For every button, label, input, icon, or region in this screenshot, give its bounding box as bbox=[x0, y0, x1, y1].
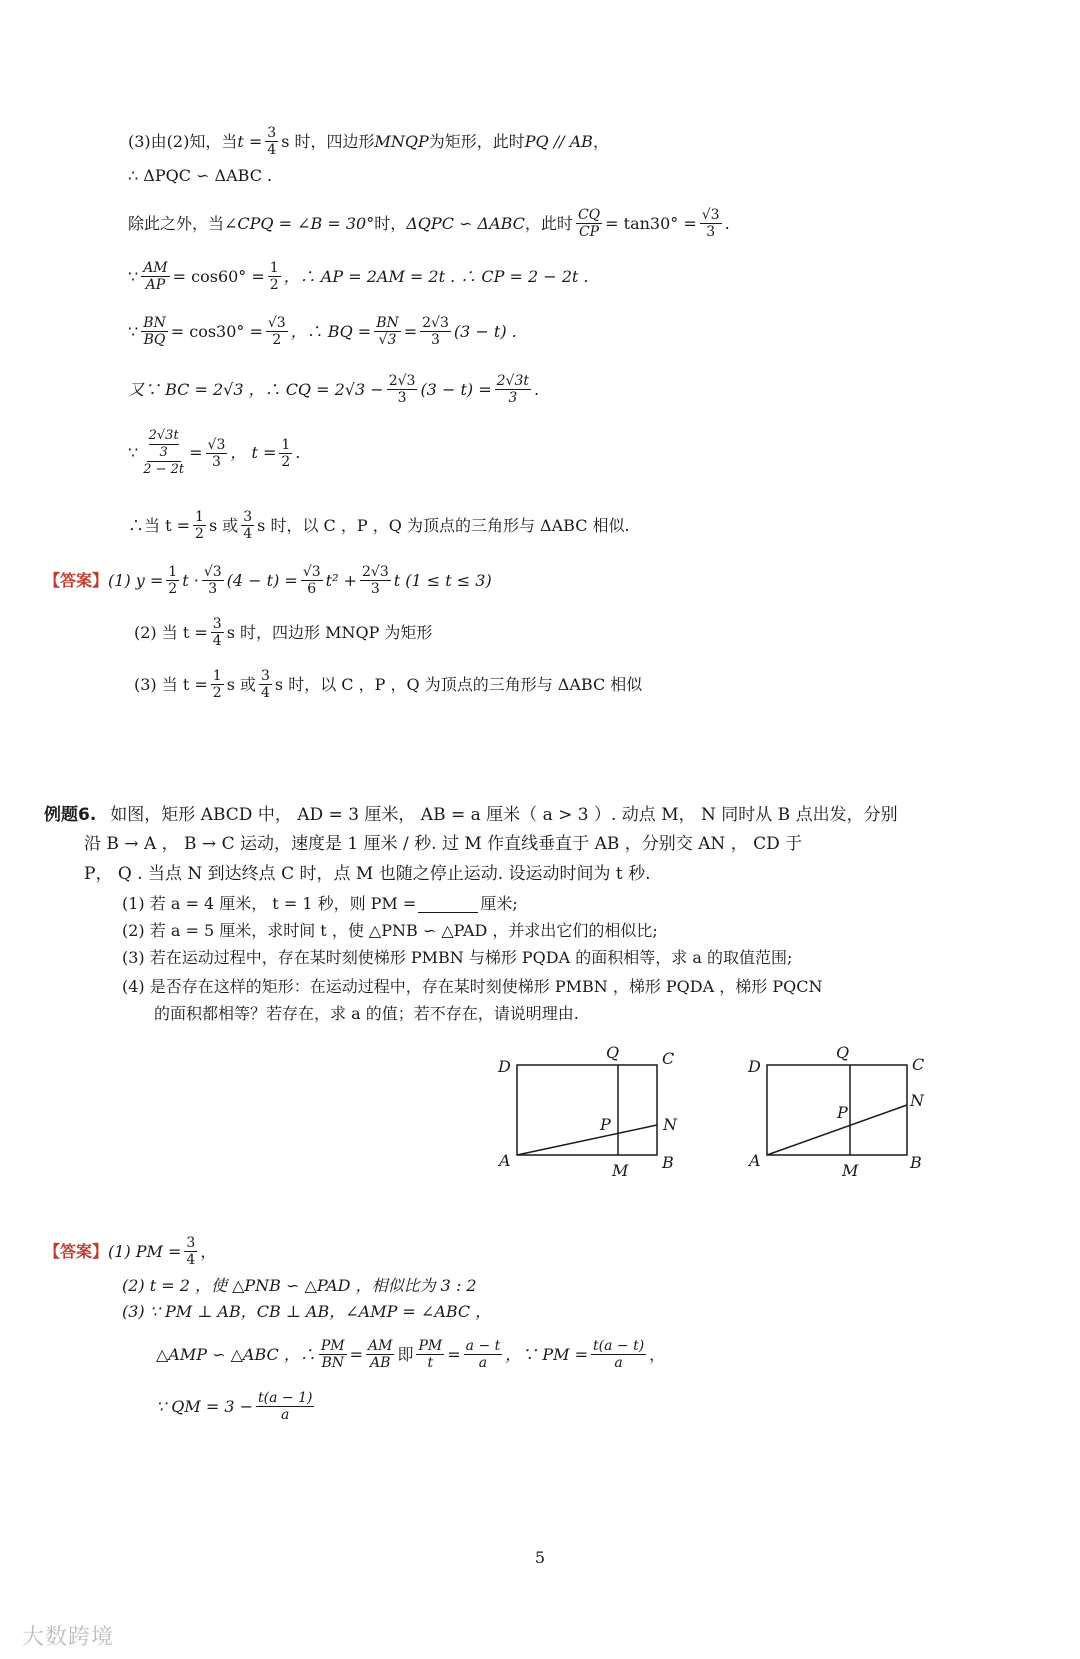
label-D: D bbox=[498, 1057, 511, 1076]
text: 时， bbox=[374, 213, 407, 233]
text: 即 bbox=[397, 1344, 414, 1364]
fraction: $\frac{BN}{√3}$ bbox=[376, 315, 399, 348]
page-number: 5 bbox=[534, 1548, 546, 1567]
math: ΔQPC ∽ ΔABC bbox=[406, 213, 525, 233]
label-M: M bbox=[842, 1161, 859, 1180]
answer-tag: 【答案】 bbox=[44, 1241, 109, 1261]
answer-1-line-1 bbox=[44, 564, 492, 597]
figure-left bbox=[490, 1040, 710, 1180]
math: 又∵ BC = 2√3 ，∴ CQ = 2√3 − bbox=[128, 379, 384, 399]
text: . bbox=[295, 443, 301, 462]
math: ∵ QM = 3 − bbox=[156, 1396, 254, 1416]
answer-1-line-3 bbox=[134, 668, 642, 701]
math: (4 − t) = bbox=[226, 570, 298, 590]
text: ∴ ΔPQC ∽ ΔABC . bbox=[128, 166, 273, 185]
text: (2) 当 t = bbox=[134, 622, 208, 642]
text: ， bbox=[200, 1241, 217, 1261]
fraction: $\frac{√3}{2}$ bbox=[267, 315, 286, 348]
text: P， Q . 当点 N 到达终点 C 时，点 M 也随之停止运动. 设运动时间为 t 秒. bbox=[84, 864, 651, 884]
text: 为矩形，此时 bbox=[428, 131, 525, 151]
example-6-line-1 bbox=[44, 804, 898, 826]
answer-2-line-1 bbox=[44, 1235, 216, 1268]
question-1 bbox=[122, 893, 518, 915]
math: PQ // AB bbox=[524, 131, 593, 151]
fraction: $\frac{t(a - 1)}{a}$ bbox=[258, 1390, 313, 1423]
answer-blank[interactable] bbox=[418, 896, 478, 913]
math: ∠CPQ = ∠B = 30° bbox=[224, 213, 375, 233]
math: ， t = bbox=[230, 443, 277, 462]
math: MNQP bbox=[374, 131, 429, 151]
text: s 时，四边形 MNQP 为矩形 bbox=[226, 622, 433, 642]
math: (3 − t) . bbox=[453, 321, 517, 341]
math: = bbox=[349, 1344, 364, 1364]
text: 除此之外，当 bbox=[128, 213, 225, 233]
fraction: $\frac{CQ}{CP}$ bbox=[577, 207, 601, 240]
text: ∵ bbox=[128, 321, 139, 341]
math: ，∵ PM = bbox=[505, 1344, 588, 1364]
fraction: $\frac{AM}{AB}$ bbox=[368, 1338, 393, 1371]
fraction: $\frac{1}{2}$ bbox=[168, 564, 178, 597]
answer-2-line-4 bbox=[156, 1338, 665, 1371]
solution-line-7 bbox=[128, 428, 300, 478]
segment-an bbox=[517, 1125, 657, 1155]
label-D: D bbox=[748, 1057, 761, 1076]
math: = tan30° = bbox=[605, 213, 697, 233]
math: t · bbox=[182, 570, 199, 590]
fraction: $\frac{3}{4}$ bbox=[267, 125, 277, 158]
fraction: $\frac{3}{4}$ bbox=[186, 1235, 196, 1268]
fraction: $\frac{2√3}{3}$ bbox=[388, 373, 416, 406]
text: (3)由(2)知，当 bbox=[128, 131, 238, 151]
solution-line-4 bbox=[128, 260, 588, 293]
fraction: $\frac{t(a - t)}{a}$ bbox=[593, 1338, 645, 1371]
label-P: P bbox=[600, 1115, 611, 1134]
text: (3) 若在运动过程中，存在某时刻使梯形 PMBN 与梯形 PQDA 的面积相等，求 a 的取值范围; bbox=[122, 948, 793, 967]
text: (2) 若 a = 5 厘米，求时间 t ，使 △PNB ∽ △PAD ，并求出它们的相似比; bbox=[122, 921, 658, 940]
text: 的面积都相等？若存在，求 a 的值；若不存在，请说明理由. bbox=[154, 1004, 579, 1023]
math: (1) y = bbox=[108, 570, 164, 590]
math: = cos30° = bbox=[170, 321, 263, 341]
fraction: $\frac{2√3}{3}$ bbox=[362, 564, 389, 597]
watermark: 大数跨境 bbox=[22, 1625, 115, 1650]
math: = bbox=[189, 443, 203, 462]
fraction: $\frac{√3}{3}$ bbox=[207, 436, 226, 470]
text: 沿 B → A ， B → C 运动，速度是 1 厘米 / 秒. 过 M 作直线垂直于 AB ，分别交 AN ， CD 于 bbox=[84, 834, 803, 854]
fraction: $\frac{1}{2}$ bbox=[195, 509, 204, 542]
rectangle-abcd bbox=[517, 1065, 657, 1155]
solution-line-8 bbox=[128, 509, 630, 542]
fraction: $\frac{3}{4}$ bbox=[212, 616, 222, 649]
label-C: C bbox=[912, 1055, 925, 1074]
answer-2-line-5 bbox=[156, 1390, 317, 1423]
label-P: P bbox=[837, 1103, 848, 1122]
text: (4) 是否存在这样的矩形：在运动过程中，存在某时刻使梯形 PMBN ，梯形 PQDA ，梯形 PQCN bbox=[122, 977, 823, 996]
question-2 bbox=[122, 920, 658, 942]
question-4-cont bbox=[154, 1003, 579, 1025]
text: ∵ bbox=[128, 443, 139, 462]
example-label: 例题6. bbox=[44, 805, 97, 825]
math: (1) PM = bbox=[108, 1241, 182, 1261]
math: (3 − t) = bbox=[420, 379, 492, 399]
text: s 时，以 C ，P ，Q 为顶点的三角形与 ΔABC 相似. bbox=[257, 515, 630, 535]
solution-line-5 bbox=[128, 315, 517, 348]
solution-line-1 bbox=[128, 125, 609, 158]
label-B: B bbox=[662, 1153, 674, 1172]
math: t = bbox=[237, 131, 263, 151]
fraction: $\frac{PM}{t}$ bbox=[418, 1338, 443, 1371]
fraction: $\frac{3}{4}$ bbox=[261, 668, 270, 701]
solution-line-2 bbox=[128, 165, 272, 187]
figure-right bbox=[740, 1040, 960, 1180]
text: . bbox=[533, 379, 540, 399]
label-C: C bbox=[662, 1049, 675, 1068]
math: △AMP ∽ △ABC ，∴ bbox=[156, 1344, 316, 1364]
text: s 或 bbox=[226, 674, 256, 694]
fraction: $\frac{√3}{3}$ bbox=[701, 207, 720, 240]
example-6-line-3 bbox=[84, 863, 651, 885]
text: (3) 当 t = bbox=[134, 674, 208, 694]
fraction: $\frac{a - t}{a}$ bbox=[465, 1338, 501, 1371]
math: t (1 ≤ t ≤ 3) bbox=[393, 570, 492, 590]
label-M: M bbox=[612, 1161, 629, 1180]
text: s 或 bbox=[208, 515, 239, 535]
example-6-line-2 bbox=[84, 833, 802, 855]
math: = bbox=[403, 321, 418, 341]
label-Q: Q bbox=[836, 1043, 850, 1062]
text: s 时，四边形 bbox=[281, 131, 375, 151]
fraction: $\frac{2√3t}{3}$ bbox=[496, 373, 529, 406]
math: (2) t = 2 ，使 △PNB ∽ △PAD ，相似比为 3 : 2 bbox=[122, 1276, 477, 1295]
text: ， bbox=[592, 131, 609, 151]
label-B: B bbox=[910, 1153, 922, 1172]
answer-1-line-2 bbox=[134, 616, 432, 649]
fraction: $\frac{3}{4}$ bbox=[243, 509, 253, 542]
label-A: A bbox=[499, 1151, 511, 1170]
question-3 bbox=[122, 947, 792, 969]
text: . bbox=[724, 213, 730, 233]
text: 如图，矩形 ABCD 中， AD = 3 厘米， AB = a 厘米（ a > 3 ）. 动点 M， N 同时从 B 点出发，分别 bbox=[110, 805, 898, 825]
answer-2-line-2 bbox=[122, 1275, 477, 1297]
fraction: $\frac{√3}{3}$ bbox=[203, 564, 222, 597]
text: ，此时 bbox=[524, 213, 573, 233]
math: ，∴ AP = 2AM = 2t . ∴ CP = 2 − 2t . bbox=[283, 266, 589, 286]
text: s 时，以 C ，P ，Q 为顶点的三角形与 ΔABC 相似 bbox=[274, 674, 643, 694]
label-A: A bbox=[749, 1151, 761, 1170]
answer-tag: 【答案】 bbox=[44, 570, 109, 590]
math: = bbox=[447, 1344, 461, 1364]
math: t² + bbox=[325, 570, 357, 590]
fraction: $\frac{√3}{6}$ bbox=[302, 564, 321, 597]
answer-2-line-3 bbox=[122, 1301, 491, 1323]
fraction: $\frac{1}{2}$ bbox=[212, 668, 222, 701]
text: 厘米; bbox=[480, 894, 518, 913]
question-4 bbox=[122, 976, 822, 998]
solution-line-6 bbox=[128, 373, 539, 406]
fraction: $\frac{BN}{BQ}$ bbox=[143, 315, 166, 348]
fraction: $\frac{1}{2}$ bbox=[269, 260, 279, 293]
text: ∴当 t = bbox=[128, 515, 191, 535]
label-N: N bbox=[910, 1091, 924, 1110]
math: = cos60° = bbox=[172, 266, 265, 286]
fraction: $\frac{1}{2}$ bbox=[281, 436, 291, 470]
math: (3) ∵ PM ⊥ AB，CB ⊥ AB，∠AMP = ∠ABC ， bbox=[122, 1302, 492, 1321]
complex-fraction: 2√3t 3 2 − 2t bbox=[143, 428, 185, 477]
fraction: $\frac{PM}{BN}$ bbox=[320, 1338, 345, 1371]
text: (1) 若 a = 4 厘米， t = 1 秒，则 PM = bbox=[122, 894, 417, 913]
fraction: $\frac{AM}{AP}$ bbox=[143, 260, 168, 293]
text: ， bbox=[649, 1344, 666, 1364]
label-N: N bbox=[663, 1115, 677, 1134]
label-Q: Q bbox=[606, 1043, 620, 1062]
math: ，∴ BQ = bbox=[290, 321, 372, 341]
solution-line-3 bbox=[128, 207, 730, 240]
text: ∵ bbox=[128, 266, 139, 286]
fraction: $\frac{2√3}{3}$ bbox=[422, 315, 449, 348]
